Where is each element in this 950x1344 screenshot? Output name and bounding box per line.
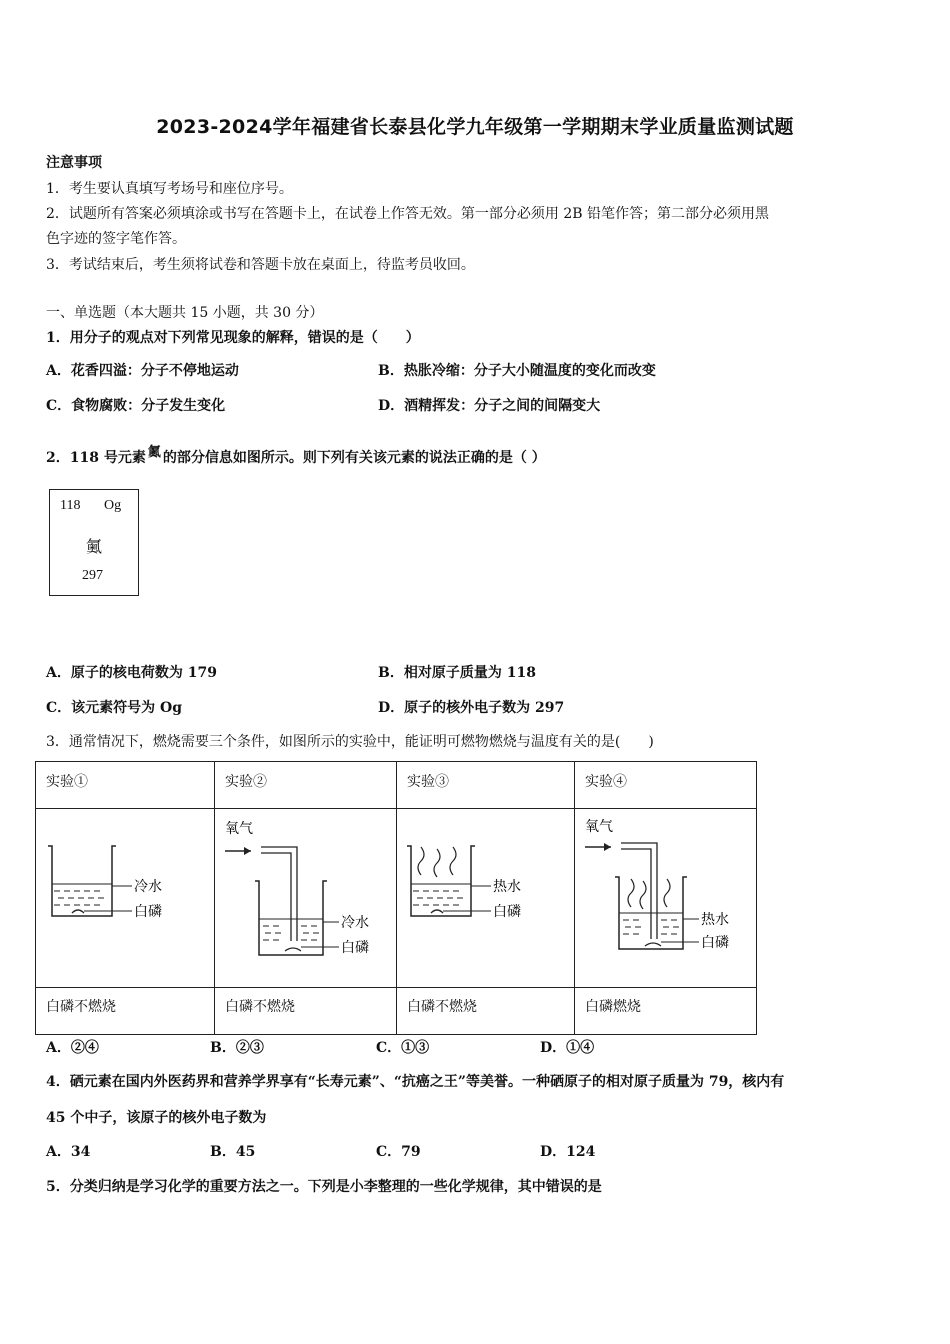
experiment-2-figure [215,809,397,988]
notice-heading: 注意事项 [46,155,102,171]
label-cold-water: 冷水 [341,915,369,931]
q2-stem-pre: 2．118 号元素 [46,450,146,466]
label-oxygen: 氧气 [225,821,253,837]
label-hot-water: 热水 [701,912,729,928]
q5-stem: 5．分类归纳是学习化学的重要方法之一。下列是小李整理的一些化学规律，其中错误的是 [46,1179,602,1195]
experiment-result: 白磷不燃烧 [36,988,215,1035]
experiment-1-figure [36,809,215,988]
notice-item: 2．试题所有答案必须填涂或书写在答题卡上，在试卷上作答无效。第一部分必须用 2B 铅笔作答；第二部分必须用黑 [46,206,769,222]
page-title: 2023-2024学年福建省长泰县化学九年级第一学期期末学业质量监测试题 [156,116,794,138]
label-white-phosphorus: 白磷 [493,904,521,920]
experiment-header: 实验② [215,762,397,809]
beaker-oxygen-hot-water-diagram [575,809,746,983]
beaker-cold-water-diagram [36,809,214,983]
section-heading: 一、单选题（本大题共 15 小题，共 30 分） [46,305,324,321]
q1-stem: 1．用分子的观点对下列常见现象的解释，错误的是（ ） [46,330,420,346]
label-hot-water: 热水 [493,879,521,895]
q2-stem [46,441,546,467]
element-mass: 297 [82,568,103,583]
element-glyph: 鿫 [147,445,161,460]
q2-option-b[interactable]: B．相对原子质量为 118 [378,665,536,681]
q4-option-c[interactable]: C．79 [376,1144,421,1160]
notice-item: 1．考生要认真填写考场号和座位序号。 [46,181,293,197]
notice-item: 3．考试结束后，考生须将试卷和答题卡放在桌面上，待监考员收回。 [46,257,475,273]
q1-option-c[interactable]: C．食物腐败：分子发生变化 [46,398,226,414]
q3-option-d[interactable]: D．①④ [540,1040,595,1056]
q4-stem-line1: 4．硒元素在国内外医药界和营养学界享有“长寿元素”、“抗癌之王”等美誉。一种硒原子的相对原子质量为 79，核内有 [46,1074,785,1090]
label-oxygen: 氧气 [585,819,613,835]
q1-option-b[interactable]: B．热胀冷缩：分子大小随温度的变化而改变 [378,363,656,379]
q4-stem-line2: 45 个中子，该原子的核外电子数为 [46,1110,267,1126]
q2-option-d[interactable]: D．原子的核外电子数为 297 [378,700,565,716]
q2-option-c[interactable]: C．该元素符号为 Og [46,700,183,716]
q4-option-a[interactable]: A．34 [46,1144,91,1160]
q2-stem-post: 的部分信息如图所示。则下列有关该元素的说法正确的是（ ） [162,450,546,466]
experiment-3-figure [397,809,575,988]
experiment-header: 实验① [36,762,215,809]
q2-option-a[interactable]: A．原子的核电荷数为 179 [46,665,217,681]
element-name: 鿫 [86,539,103,556]
experiment-header: 实验④ [575,762,757,809]
experiment-result: 白磷不燃烧 [215,988,397,1035]
q1-option-d[interactable]: D．酒精挥发：分子之间的间隔变大 [378,398,601,414]
experiment-result: 白磷燃烧 [575,988,757,1035]
experiment-header: 实验③ [397,762,575,809]
label-cold-water: 冷水 [134,879,162,895]
experiment-result: 白磷不燃烧 [397,988,575,1035]
label-white-phosphorus: 白磷 [341,940,369,956]
q4-option-d[interactable]: D．124 [540,1144,596,1160]
element-card [49,489,139,596]
label-white-phosphorus: 白磷 [134,904,162,920]
label-white-phosphorus: 白磷 [701,935,729,951]
element-symbol: Og [104,498,122,513]
element-number: 118 [60,498,81,513]
notice-item: 色字迹的签字笔作答。 [46,231,186,247]
experiment-4-figure [575,809,757,988]
q3-option-c[interactable]: C．①③ [376,1040,430,1056]
q4-option-b[interactable]: B．45 [210,1144,256,1160]
q3-option-b[interactable]: B．②③ [210,1040,264,1056]
q3-option-a[interactable]: A．②④ [46,1040,99,1056]
beaker-hot-water-diagram [397,809,564,983]
experiment-table [35,761,757,1035]
q3-stem: 3．通常情况下，燃烧需要三个条件，如图所示的实验中，能证明可燃物燃烧与温度有关的是( ) [46,734,654,750]
beaker-oxygen-cold-water-diagram [215,809,386,983]
q1-option-a[interactable]: A．花香四溢：分子不停地运动 [46,363,239,379]
